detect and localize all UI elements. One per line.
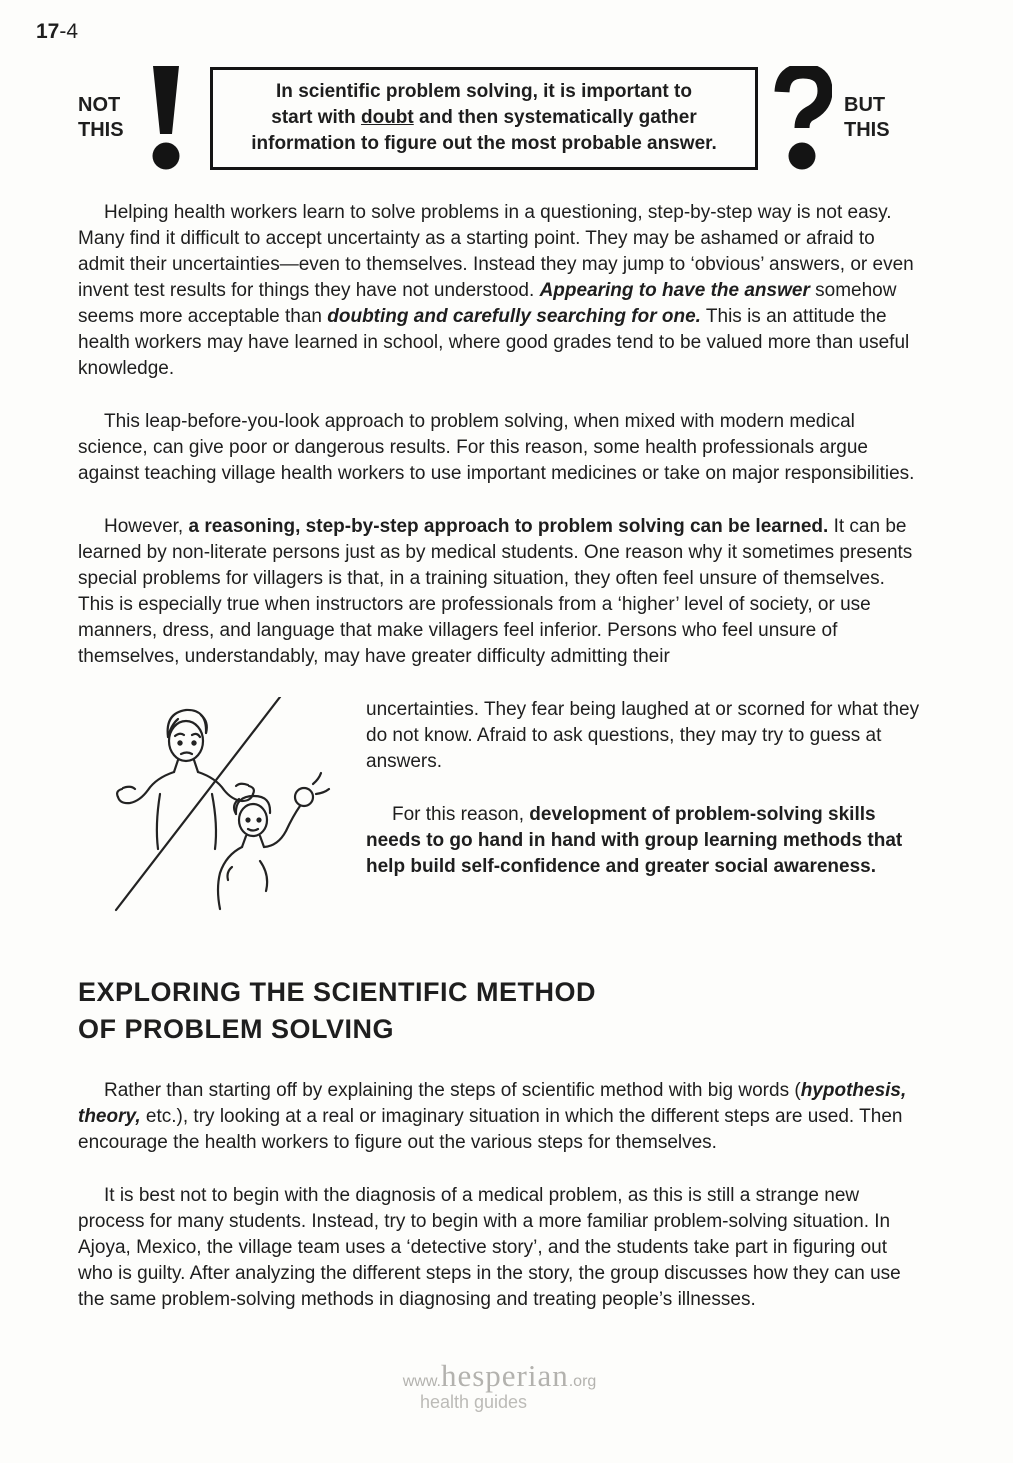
watermark-tagline: health guides <box>419 1392 528 1412</box>
illustration-section <box>78 697 921 918</box>
but-this-line2: THIS <box>844 119 890 141</box>
two-people-illustration <box>108 697 340 912</box>
question-mark-icon <box>774 66 832 170</box>
section-heading <box>78 974 921 1048</box>
watermark-brand: hesperian <box>440 1358 569 1393</box>
not-this-but-this-banner <box>78 66 921 170</box>
watermark-www: www. <box>402 1373 441 1390</box>
not-this-line1: NOT <box>78 94 121 116</box>
paragraph-for-this-reason: For this reason, development of problem-solving skills needs to go hand in hand with group learning methods that help build self-confidence and greater social awareness. <box>366 804 903 877</box>
watermark-org: .org <box>568 1373 597 1390</box>
quote-line-3: information to figure out the most probable answer. <box>251 132 717 154</box>
paragraph-leap-before-you-look: This leap-before-you-look approach to problem solving, when mixed with modern medical science, can give poor or dangerous results. For this reason, some health professionals argue against teaching village health workers to use important medicines or take on major responsibilities. <box>78 411 915 484</box>
not-this-line2: THIS <box>78 119 124 141</box>
exclamation-icon <box>148 66 184 170</box>
watermark <box>78 1358 921 1413</box>
paragraph-helping-health-workers: Helping health workers learn to solve problems in a questioning, step-by-step way is not easy. Many find it difficult to accept uncertainty as a starting point. They may be ashamed or afraid to admit their uncertainties—even to themselves. Instead they may jump to ‘obvious’ answers, or even invent test results for things they have not understood. Appearing to have the answer somehow seems more acceptable than doubting and carefully searching for one. This is an attitude the health workers may have learned in school, where good grades tend to be valued more than useful knowledge. <box>78 202 914 379</box>
two-people-drawing <box>108 697 340 912</box>
section-heading-line1: EXPLORING THE SCIENTIFIC METHOD <box>78 977 597 1007</box>
but-this-line1: BUT <box>844 94 886 116</box>
quote-line-1: In scientific problem solving, it is important to <box>276 80 692 102</box>
paragraph-detective-story: It is best not to begin with the diagnosis of a medical problem, as this is still a strange new process for many students. Instead, try to begin with a more familiar problem-solving situation. In Ajoya, Mexico, the village team uses a ‘detective story’, and the students take part in figuring out who is guilty. After analyzing the different steps in the story, the group discusses how they can use the same problem-solving methods in diagnosing and treating people’s illnesses. <box>78 1185 901 1310</box>
section-heading-line2: OF PROBLEM SOLVING <box>78 1014 395 1044</box>
page-number-suffix: -4 <box>59 20 79 43</box>
page-number-chapter: 17 <box>36 20 60 43</box>
page-number <box>36 20 921 44</box>
quote-box <box>210 67 758 170</box>
quote-line-2: start with doubt and then systematically gather <box>271 106 697 128</box>
paragraph-uncertainties-continued: uncertainties. They fear being laughed at or scorned for what they do not know. Afraid to ask questions, they may try to guess at answers. <box>366 699 920 772</box>
paragraph-rather-than-starting: Rather than starting off by explaining the steps of scientific method with big words (hypothesis, theory, etc.), try looking at a real or imaginary situation in which the different steps are used. Then encourage the health workers to figure out the various steps for themselves. <box>78 1080 907 1153</box>
but-this-label <box>844 93 906 143</box>
not-this-label <box>78 93 140 143</box>
paragraph-however-reasoning: However, a reasoning, step-by-step approach to problem solving can be learned. It can be learned by non-literate persons just as by medical students. One reason why it sometimes presents special problems for villagers is that, in a training situation, they often feel unsure of themselves. This is especially true when instructors are professionals from a ‘higher’ level of society, or use manners, dress, and language that make villagers feel inferior. Persons who feel unsure of themselves, understandably, may have greater difficulty admitting their <box>78 516 913 667</box>
